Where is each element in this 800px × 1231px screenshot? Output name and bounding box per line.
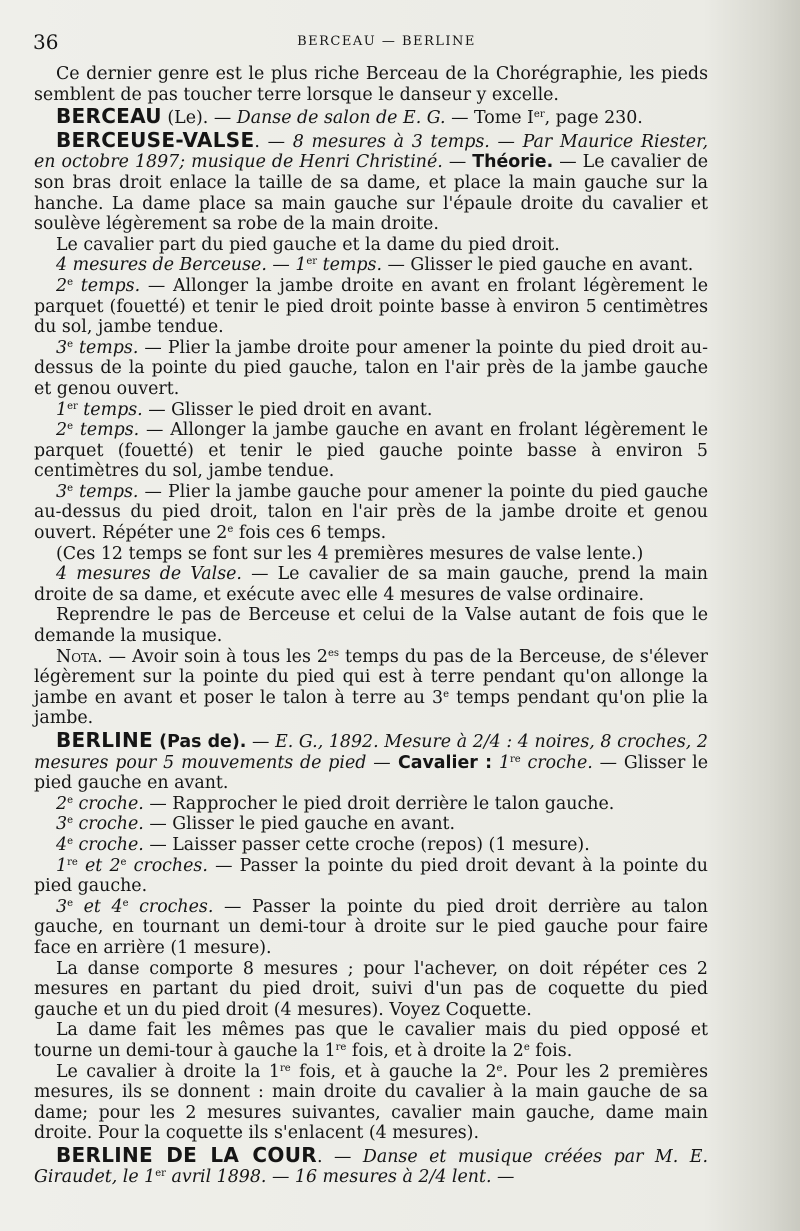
step-berline-6: 3e et 4e croches. — Passer la pointe du pied droit derrière au talon gauche, en tournant un demi-tour à droite sur le pied gauche pour faire face en arrière (1 mesure). [34, 896, 708, 958]
step-berceuse-2: 2e temps. — Allonger la jambe droite en avant en frolant légèrement le parquet (fouetté) et tenir le pied droit pointe basse à environ 5 centimètres du sol, jambe tendue. [34, 275, 708, 338]
headword-berline: BERLINE [56, 728, 153, 752]
paragraph-intro: Ce dernier genre est le plus riche Berceau de la Chorégraphie, les pieds semblent de pas toucher terre lorsque le danseur y excelle. [34, 64, 708, 105]
step-berceuse-6: 3e temps. — Plier la jambe gauche pour amener la pointe du pied gauche au-dessus du pied droit, talon en l'air près de la jambe droite et genou ouvert. Répéter une 2e fois ces 6 temps. [34, 481, 708, 544]
paragraph-danse-comporte: La danse comporte 8 mesures ; pour l'achever, on doit répéter ces 2 mesures en partant du pied droit, suivi d'un pas de coquette du pied gauche et un du pied droit (4 mesures). Voyez Coquette. [34, 958, 708, 1020]
paragraph-cavalier: Le cavalier à droite la 1re fois, et à gauche la 2e. Pour les 2 premières mesures, ils se donnent : main droite du cavalier à la main gauche de sa dame; pour les 2 mesures suivantes, cavalier main gauche, dame main droite. Pour la coquette ils s'enlacent (4 mesures). [34, 1061, 708, 1144]
entry-berceau: BERCEAU (Le). — Danse de salon de E. G. — Tome Ier, page 230. [56, 104, 643, 129]
headword-berline-de-la-cour: BERLINE DE LA COUR [56, 1142, 317, 1167]
entry-berline: BERLINE (Pas de). — E. G., 1892. Mesure à 2/4 : 4 noires, 8 croches, 2 mesures pour 5 mouvements de pied — Cavalier : 1re croche. — Glisser le pied gauche en avant. [34, 728, 709, 794]
entry-berline-de-la-cour: BERLINE DE LA COUR. — Danse et musique créées par M. E. Giraudet, le 1er avril 1898. — 16 mesures à 2/4 lent. — [34, 1142, 708, 1188]
page-header [33, 30, 740, 54]
step-berceuse-4: 1er temps. — Glisser le pied droit en avant. [56, 399, 433, 420]
step-berceuse-3: 3e temps. — Plier la jambe droite pour amener la pointe du pied droit au-dessus de la pointe du pied gauche, talon en l'air près de la jambe gauche et genou ouvert. [34, 337, 708, 399]
step-berline-3: 3e croche. — Glisser le pied gauche en avant. [56, 814, 456, 835]
running-title: BERCEAU — BERLINE [297, 34, 476, 49]
headword-berceau: BERCEAU [56, 104, 162, 129]
step-berline-2: 2e croche. — Rapprocher le pied droit derrière le talon gauche. [56, 793, 615, 814]
entry-berceuse-valse: BERCEUSE-VALSE. — 8 mesures à 3 temps. — Par Maurice Riester, en octobre 1897; musique de Henri Christiné. — Théorie. — Le cavalier de son bras droit enlace la taille de sa dame, et place la main gauche sur la hanche. La dame place sa main gauche sur l'épaule droite du cavalier et soulève légèrement sa robe de la main droite. [34, 127, 708, 235]
page-body [34, 64, 708, 1188]
paragraph-ces-12-temps: (Ces 12 temps se font sur les 4 premières mesures de valse lente.) [56, 543, 644, 564]
step-berline-4: 4e croche. — Laisser passer cette croche (repos) (1 mesure). [56, 834, 590, 855]
paragraph-mesures-valse: 4 mesures de Valse. — Le cavalier de sa main gauche, prend la main droite de sa dame, et exécute avec elle 4 mesures de valse ordinaire. [34, 564, 708, 605]
step-berceuse-1: 4 mesures de Berceuse. — 1er temps. — Glisser le pied gauche en avant. [56, 255, 694, 276]
paragraph-reprendre: Reprendre le pas de Berceuse et celui de la Valse autant de fois que le demande la musique. [34, 605, 708, 647]
headword-berceuse-valse: BERCEUSE-VALSE [56, 127, 255, 152]
paragraph-depart: Le cavalier part du pied gauche et la dame du pied droit. [56, 234, 560, 255]
paragraph-dame: La dame fait les mêmes pas que le cavalier mais du pied opposé et tourne un demi-tour à gauche la 1re fois, et à droite la 2e fois. [34, 1020, 708, 1061]
step-berceuse-5: 2e temps. — Allonger la jambe gauche en avant en frolant légèrement le parquet (fouetté) et tenir le pied gauche pointe basse à environ 5 centimètres du sol, jambe tendue. [34, 420, 709, 482]
nota-label: Nota. [56, 646, 103, 667]
step-berline-5: 1re et 2e croches. — Passer la pointe du pied droit devant à la pointe du pied gauche. [34, 855, 708, 897]
page-number: 36 [33, 30, 59, 54]
paragraph-nota: Nota. — Avoir soin à tous les $2^{es}$ temps du pas de la Berceuse, de s'élever légèrement sur la pointe du pied qui est à terre pendant qu'on allonge la jambe en avant et poser le talon à terre au 3e temps pendant qu'on plie la jambe. [34, 646, 708, 729]
